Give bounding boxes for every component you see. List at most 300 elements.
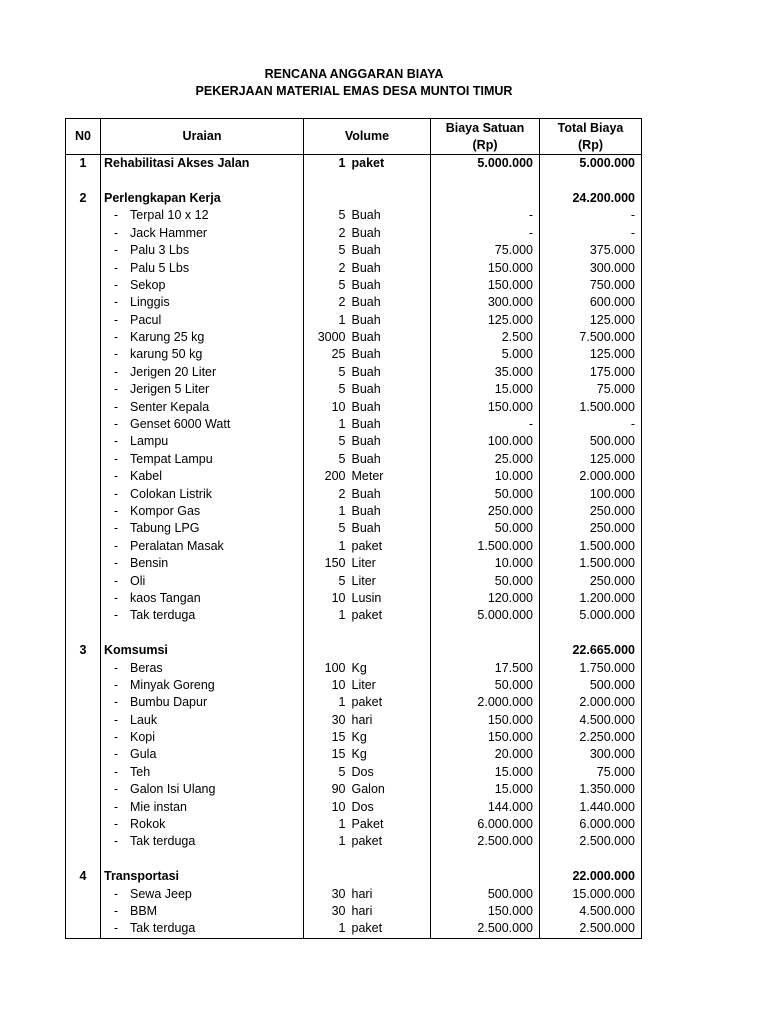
uraian-cell	[101, 172, 304, 189]
biaya-satuan: 50.000	[431, 572, 540, 589]
total-biaya: 22.665.000	[540, 642, 642, 659]
volume-unit: Paket	[349, 816, 431, 833]
bullet-dash: -	[113, 504, 119, 518]
volume-qty: 10	[304, 677, 349, 694]
volume-unit: Lusin	[349, 590, 431, 607]
biaya-satuan: -	[431, 225, 540, 242]
spacer-row	[66, 172, 642, 189]
title-line-1: RENCANA ANGGARAN BIAYA	[264, 67, 444, 81]
bullet-dash: -	[113, 399, 119, 414]
category-row	[66, 642, 642, 659]
volume-qty: 1	[304, 312, 349, 329]
bullet-dash: -	[113, 295, 119, 310]
total-biaya: 250.000	[540, 503, 642, 520]
no-cell	[66, 172, 101, 189]
header-volume: Volume	[304, 119, 431, 155]
item-row	[66, 503, 642, 520]
document-title	[0, 66, 768, 100]
total-biaya: 75.000	[540, 764, 642, 781]
total-biaya: 4.500.000	[540, 903, 642, 920]
item-row	[66, 798, 642, 815]
item-name: Pacul	[130, 312, 162, 327]
total-biaya: 5.000.000	[540, 607, 642, 624]
category-row	[66, 190, 642, 207]
budget-table	[65, 118, 642, 939]
bullet-dash: -	[113, 573, 119, 588]
biaya-satuan: 10.000	[431, 555, 540, 572]
item-name: Palu 5 Lbs	[130, 260, 190, 275]
bullet-dash: -	[113, 260, 119, 275]
item-name: Palu 3 Lbs	[130, 243, 190, 258]
volume-qty: 10	[304, 798, 349, 815]
volume-qty: 30	[304, 903, 349, 920]
item-name: Senter Kepala	[130, 399, 210, 414]
item-name: Kompor Gas	[130, 504, 201, 518]
biaya-satuan: 35.000	[431, 364, 540, 381]
bullet-dash: -	[113, 243, 119, 258]
item-uraian-cell	[101, 903, 304, 920]
no-cell	[66, 364, 101, 381]
header-biaya-satuan	[431, 119, 540, 155]
total-biaya: 125.000	[540, 346, 642, 363]
volume-unit-cell	[349, 851, 431, 868]
volume-unit	[349, 868, 431, 885]
item-row	[66, 590, 642, 607]
bullet-dash: -	[113, 486, 119, 501]
volume-unit: paket	[349, 833, 431, 850]
volume-qty	[304, 642, 349, 659]
item-uraian-cell	[101, 694, 304, 711]
volume-unit: Buah	[349, 433, 431, 450]
item-row	[66, 364, 642, 381]
category-name: Komsumsi	[101, 642, 304, 659]
volume-unit: Buah	[349, 520, 431, 537]
biaya-satuan	[431, 642, 540, 659]
volume-qty: 2	[304, 485, 349, 502]
biaya-satuan: 120.000	[431, 590, 540, 607]
item-uraian-cell	[101, 781, 304, 798]
total-biaya: 1.440.000	[540, 798, 642, 815]
no-cell	[66, 538, 101, 555]
volume-qty: 5	[304, 433, 349, 450]
item-row	[66, 903, 642, 920]
category-row	[66, 868, 642, 885]
total-biaya: 2.500.000	[540, 920, 642, 938]
item-name: Jerigen 5 Liter	[130, 382, 210, 397]
total-biaya: 300.000	[540, 259, 642, 276]
volume-qty: 5	[304, 277, 349, 294]
total-biaya: 2.500.000	[540, 833, 642, 850]
total-biaya: 600.000	[540, 294, 642, 311]
item-row	[66, 312, 642, 329]
volume-qty: 5	[304, 451, 349, 468]
item-row	[66, 520, 642, 537]
table-header-row	[66, 119, 642, 155]
item-uraian-cell	[101, 277, 304, 294]
volume-unit: Buah	[349, 346, 431, 363]
bullet-dash: -	[113, 330, 119, 345]
item-uraian-cell	[101, 468, 304, 485]
item-uraian-cell	[101, 433, 304, 450]
no-cell	[66, 503, 101, 520]
volume-qty: 1	[304, 155, 349, 173]
volume-qty: 2	[304, 259, 349, 276]
biaya-satuan: 150.000	[431, 259, 540, 276]
bullet-dash: -	[113, 225, 119, 240]
item-row	[66, 225, 642, 242]
item-row	[66, 572, 642, 589]
item-name: Kabel	[130, 469, 162, 484]
item-uraian-cell	[101, 729, 304, 746]
volume-unit: paket	[349, 538, 431, 555]
volume-qty: 1	[304, 607, 349, 624]
biaya-satuan: 5.000	[431, 346, 540, 363]
total-biaya: 175.000	[540, 364, 642, 381]
biaya-satuan: 2.500.000	[431, 833, 540, 850]
item-name: Tabung LPG	[130, 521, 200, 536]
bullet-dash: -	[113, 764, 119, 779]
volume-unit: hari	[349, 712, 431, 729]
total-biaya: 2.000.000	[540, 468, 642, 485]
biaya-satuan: 17.500	[431, 659, 540, 676]
biaya-satuan: 50.000	[431, 677, 540, 694]
volume-unit: Buah	[349, 364, 431, 381]
item-uraian-cell	[101, 538, 304, 555]
no-cell	[66, 712, 101, 729]
volume-qty-cell	[304, 172, 349, 189]
no-cell	[66, 764, 101, 781]
no-cell	[66, 329, 101, 346]
volume-qty	[304, 190, 349, 207]
item-uraian-cell	[101, 520, 304, 537]
item-row	[66, 833, 642, 850]
volume-unit: Galon	[349, 781, 431, 798]
item-uraian-cell	[101, 798, 304, 815]
biaya-satuan: 100.000	[431, 433, 540, 450]
volume-qty: 3000	[304, 329, 349, 346]
total-biaya: 1.500.000	[540, 398, 642, 415]
item-uraian-cell	[101, 329, 304, 346]
biaya-satuan	[431, 868, 540, 885]
item-uraian-cell	[101, 607, 304, 624]
item-uraian-cell	[101, 885, 304, 902]
bullet-dash: -	[113, 660, 119, 675]
item-uraian-cell	[101, 590, 304, 607]
item-row	[66, 329, 642, 346]
biaya-satuan: 5.000.000	[431, 155, 540, 173]
no-cell	[66, 242, 101, 259]
total-biaya: 4.500.000	[540, 712, 642, 729]
bullet-dash: -	[113, 364, 119, 379]
no-cell	[66, 607, 101, 624]
total-biaya: 1.200.000	[540, 590, 642, 607]
volume-qty-cell	[304, 625, 349, 642]
volume-unit: Liter	[349, 677, 431, 694]
table-body	[66, 155, 642, 939]
item-uraian-cell	[101, 764, 304, 781]
item-uraian-cell	[101, 346, 304, 363]
uraian-cell	[101, 851, 304, 868]
item-name: Minyak Goreng	[130, 677, 215, 692]
volume-unit: Buah	[349, 451, 431, 468]
volume-unit: Kg	[349, 746, 431, 763]
volume-qty: 5	[304, 242, 349, 259]
volume-unit: Buah	[349, 207, 431, 224]
category-name: Rehabilitasi Akses Jalan	[101, 155, 304, 173]
total-biaya: 15.000.000	[540, 885, 642, 902]
item-name: karung 50 kg	[130, 347, 203, 362]
bullet-dash: -	[113, 903, 119, 918]
total-biaya: 250.000	[540, 520, 642, 537]
biaya-satuan: 25.000	[431, 451, 540, 468]
item-uraian-cell	[101, 555, 304, 572]
total-biaya: 375.000	[540, 242, 642, 259]
volume-unit: Buah	[349, 312, 431, 329]
item-uraian-cell	[101, 294, 304, 311]
biaya-satuan: 2.500.000	[431, 920, 540, 938]
item-row	[66, 294, 642, 311]
item-row	[66, 555, 642, 572]
biaya-satuan: 150.000	[431, 729, 540, 746]
volume-qty: 30	[304, 885, 349, 902]
no-cell	[66, 729, 101, 746]
volume-qty: 5	[304, 764, 349, 781]
item-uraian-cell	[101, 242, 304, 259]
item-uraian-cell	[101, 416, 304, 433]
no-cell	[66, 798, 101, 815]
item-name: Bumbu Dapur	[130, 695, 208, 710]
item-row	[66, 659, 642, 676]
total-biaya: 250.000	[540, 572, 642, 589]
item-uraian-cell	[101, 712, 304, 729]
item-name: BBM	[130, 903, 158, 918]
no-cell	[66, 451, 101, 468]
uraian-cell	[101, 625, 304, 642]
bullet-dash: -	[113, 556, 119, 571]
bullet-dash: -	[113, 208, 119, 223]
item-name: Mie instan	[130, 799, 187, 814]
no-cell	[66, 694, 101, 711]
item-uraian-cell	[101, 364, 304, 381]
biaya-satuan: 6.000.000	[431, 816, 540, 833]
biaya-satuan-cell	[431, 625, 540, 642]
volume-qty: 2	[304, 294, 349, 311]
volume-unit	[349, 642, 431, 659]
bullet-dash: -	[113, 608, 119, 623]
item-name: Colokan Listrik	[130, 486, 212, 501]
volume-unit: Liter	[349, 572, 431, 589]
item-name: Gula	[130, 747, 157, 762]
no-cell	[66, 346, 101, 363]
volume-qty: 1	[304, 833, 349, 850]
bullet-dash: -	[113, 417, 119, 432]
item-row	[66, 746, 642, 763]
category-number: 3	[66, 642, 101, 659]
biaya-satuan: 75.000	[431, 242, 540, 259]
item-name: kaos Tangan	[130, 590, 201, 605]
item-row	[66, 729, 642, 746]
biaya-satuan: -	[431, 207, 540, 224]
no-cell	[66, 590, 101, 607]
volume-unit: paket	[349, 920, 431, 938]
item-name: Genset 6000 Watt	[130, 417, 231, 432]
item-name: Teh	[130, 764, 151, 779]
biaya-satuan: 300.000	[431, 294, 540, 311]
bullet-dash: -	[113, 469, 119, 484]
no-cell	[66, 851, 101, 868]
bullet-dash: -	[113, 834, 119, 849]
bullet-dash: -	[113, 730, 119, 745]
volume-qty: 5	[304, 520, 349, 537]
item-name: Tak terduga	[130, 834, 196, 849]
item-name: Jack Hammer	[130, 225, 208, 240]
bullet-dash: -	[113, 712, 119, 727]
header-total-biaya-line1: Total Biaya	[557, 120, 624, 135]
biaya-satuan: 125.000	[431, 312, 540, 329]
category-row	[66, 155, 642, 173]
biaya-satuan: 15.000	[431, 764, 540, 781]
total-biaya: 24.200.000	[540, 190, 642, 207]
total-biaya: 100.000	[540, 485, 642, 502]
item-uraian-cell	[101, 485, 304, 502]
no-cell	[66, 555, 101, 572]
item-name: Oli	[130, 573, 146, 588]
item-name: Peralatan Masak	[130, 538, 224, 553]
no-cell	[66, 381, 101, 398]
volume-qty: 150	[304, 555, 349, 572]
item-row	[66, 764, 642, 781]
total-biaya: 6.000.000	[540, 816, 642, 833]
volume-unit-cell	[349, 172, 431, 189]
total-biaya: -	[540, 225, 642, 242]
no-cell	[66, 885, 101, 902]
item-uraian-cell	[101, 398, 304, 415]
biaya-satuan: 150.000	[431, 398, 540, 415]
bullet-dash: -	[113, 799, 119, 814]
category-number: 4	[66, 868, 101, 885]
biaya-satuan: 1.500.000	[431, 538, 540, 555]
volume-qty	[304, 868, 349, 885]
no-cell	[66, 398, 101, 415]
item-name: Sekop	[130, 277, 166, 292]
header-total-biaya-line2: (Rp)	[578, 137, 603, 152]
biaya-satuan: 50.000	[431, 520, 540, 537]
volume-qty-cell	[304, 851, 349, 868]
bullet-dash: -	[113, 695, 119, 710]
volume-qty: 1	[304, 816, 349, 833]
total-biaya: 500.000	[540, 433, 642, 450]
volume-unit: Buah	[349, 294, 431, 311]
bullet-dash: -	[113, 538, 119, 553]
no-cell	[66, 468, 101, 485]
item-row	[66, 416, 642, 433]
item-row	[66, 816, 642, 833]
volume-qty: 15	[304, 729, 349, 746]
biaya-satuan	[431, 190, 540, 207]
item-name: Lauk	[130, 712, 158, 727]
volume-qty: 25	[304, 346, 349, 363]
biaya-satuan: 250.000	[431, 503, 540, 520]
no-cell	[66, 520, 101, 537]
biaya-satuan: 144.000	[431, 798, 540, 815]
volume-qty: 30	[304, 712, 349, 729]
volume-qty: 1	[304, 694, 349, 711]
no-cell	[66, 294, 101, 311]
no-cell	[66, 416, 101, 433]
biaya-satuan: 10.000	[431, 468, 540, 485]
bullet-dash: -	[113, 347, 119, 362]
item-row	[66, 538, 642, 555]
volume-qty: 90	[304, 781, 349, 798]
bullet-dash: -	[113, 921, 119, 936]
item-row	[66, 885, 642, 902]
biaya-satuan: 20.000	[431, 746, 540, 763]
item-name: Jerigen 20 Liter	[130, 364, 217, 379]
volume-unit: Buah	[349, 398, 431, 415]
volume-qty: 2	[304, 225, 349, 242]
volume-unit	[349, 190, 431, 207]
total-biaya: 7.500.000	[540, 329, 642, 346]
no-cell	[66, 816, 101, 833]
volume-unit: Buah	[349, 329, 431, 346]
item-name: Tempat Lampu	[130, 451, 213, 466]
bullet-dash: -	[113, 451, 119, 466]
volume-qty: 1	[304, 920, 349, 938]
item-uraian-cell	[101, 833, 304, 850]
volume-unit-cell	[349, 625, 431, 642]
volume-qty: 1	[304, 416, 349, 433]
total-biaya-cell	[540, 851, 642, 868]
header-uraian: Uraian	[101, 119, 304, 155]
header-biaya-satuan-line1: Biaya Satuan	[445, 120, 525, 135]
total-biaya: 1.500.000	[540, 555, 642, 572]
no-cell	[66, 677, 101, 694]
volume-qty: 10	[304, 398, 349, 415]
bullet-dash: -	[113, 434, 119, 449]
category-name: Perlengkapan Kerja	[101, 190, 304, 207]
item-uraian-cell	[101, 677, 304, 694]
item-name: Linggis	[130, 295, 170, 310]
item-name: Terpal 10 x 12	[130, 208, 209, 223]
item-row	[66, 781, 642, 798]
total-biaya: -	[540, 416, 642, 433]
bullet-dash: -	[113, 817, 119, 832]
item-name: Tak terduga	[130, 608, 196, 623]
item-uraian-cell	[101, 381, 304, 398]
volume-unit: Kg	[349, 659, 431, 676]
no-cell	[66, 781, 101, 798]
volume-unit: hari	[349, 885, 431, 902]
volume-unit: paket	[349, 155, 431, 173]
total-biaya-cell	[540, 172, 642, 189]
item-uraian-cell	[101, 920, 304, 938]
volume-qty: 15	[304, 746, 349, 763]
item-row	[66, 277, 642, 294]
volume-unit: Kg	[349, 729, 431, 746]
volume-unit: Buah	[349, 225, 431, 242]
bullet-dash: -	[113, 677, 119, 692]
biaya-satuan: 150.000	[431, 712, 540, 729]
volume-qty: 100	[304, 659, 349, 676]
item-row	[66, 398, 642, 415]
category-name: Transportasi	[101, 868, 304, 885]
volume-qty: 200	[304, 468, 349, 485]
volume-qty: 5	[304, 364, 349, 381]
volume-unit: Buah	[349, 277, 431, 294]
total-biaya: -	[540, 207, 642, 224]
volume-unit: Buah	[349, 485, 431, 502]
item-row	[66, 346, 642, 363]
